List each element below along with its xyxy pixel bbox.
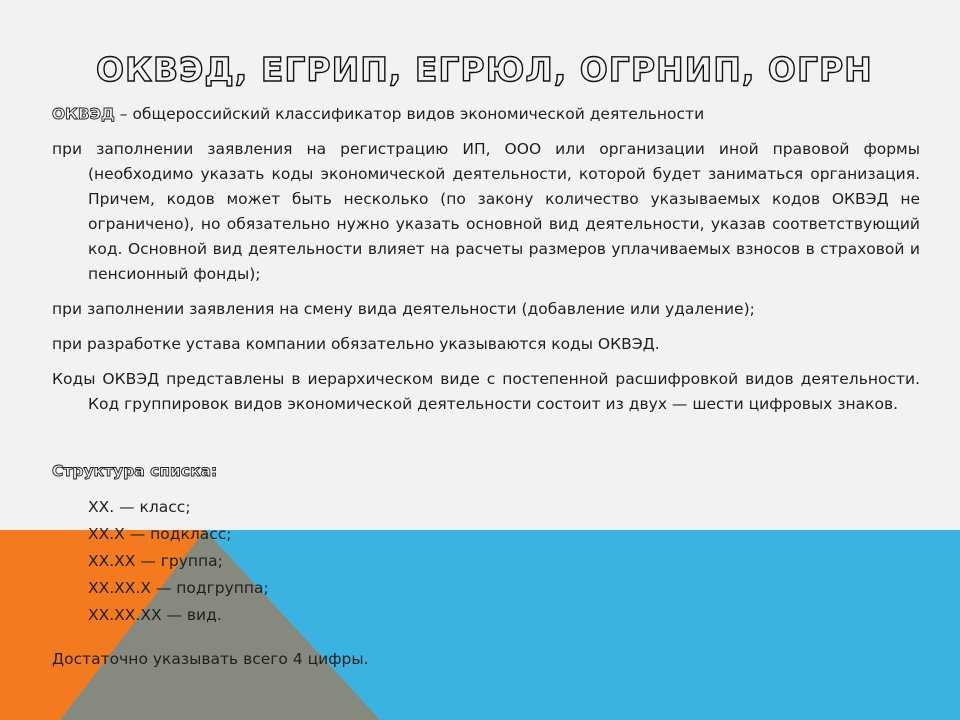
structure-list <box>88 494 920 629</box>
slide-body <box>52 102 920 672</box>
structure-heading: Структура списка: <box>52 462 218 480</box>
structure-item: ХХ. — класс; <box>88 498 191 516</box>
definition-text: – общероссийский классификатор видов экономической деятельности <box>114 105 705 123</box>
structure-item: XX.XX — группа; <box>88 552 223 570</box>
slide-title: ОКВЭД, ЕГРИП, ЕГРЮЛ, ОГРНИП, ОГРН <box>96 50 873 89</box>
footer-note: Достаточно указывать всего 4 цифры. <box>52 650 369 668</box>
body-paragraph: при разработке устава компании обязательно указываются коды ОКВЭД. <box>52 335 660 353</box>
structure-item: XX.XX.X — подгруппа; <box>88 579 269 597</box>
body-paragraph: Коды ОКВЭД представлены в иерархическом виде с постепенной расшифровкой видов деятельности. Код группировок видов экономической деятельности состоит из двух — шести цифровых знаков. <box>52 370 920 413</box>
definition-term: ОКВЭД <box>52 105 115 123</box>
structure-item: XX.XX.XX — вид. <box>88 606 222 624</box>
body-paragraph: при заполнении заявления на смену вида деятельности (добавление или удаление); <box>52 300 755 318</box>
definition-paragraph <box>52 102 920 127</box>
body-paragraph: при заполнении заявления на регистрацию ИП, ООО или организации иной правовой формы (необходимо указать коды экономической деятельности, которой будет заниматься организация. Причем, кодов может быть несколько (по закону количество указываемых кодов ОКВЭД не ограничено), но обязательно нужно указать основной вид деятельности, указав соответствующий код. Основной вид деятельности влияет на расчеты размеров уплачиваемых взносов в страховой и пенсионный фонды); <box>52 140 920 283</box>
structure-item: XX.X — подкласс; <box>88 525 232 543</box>
